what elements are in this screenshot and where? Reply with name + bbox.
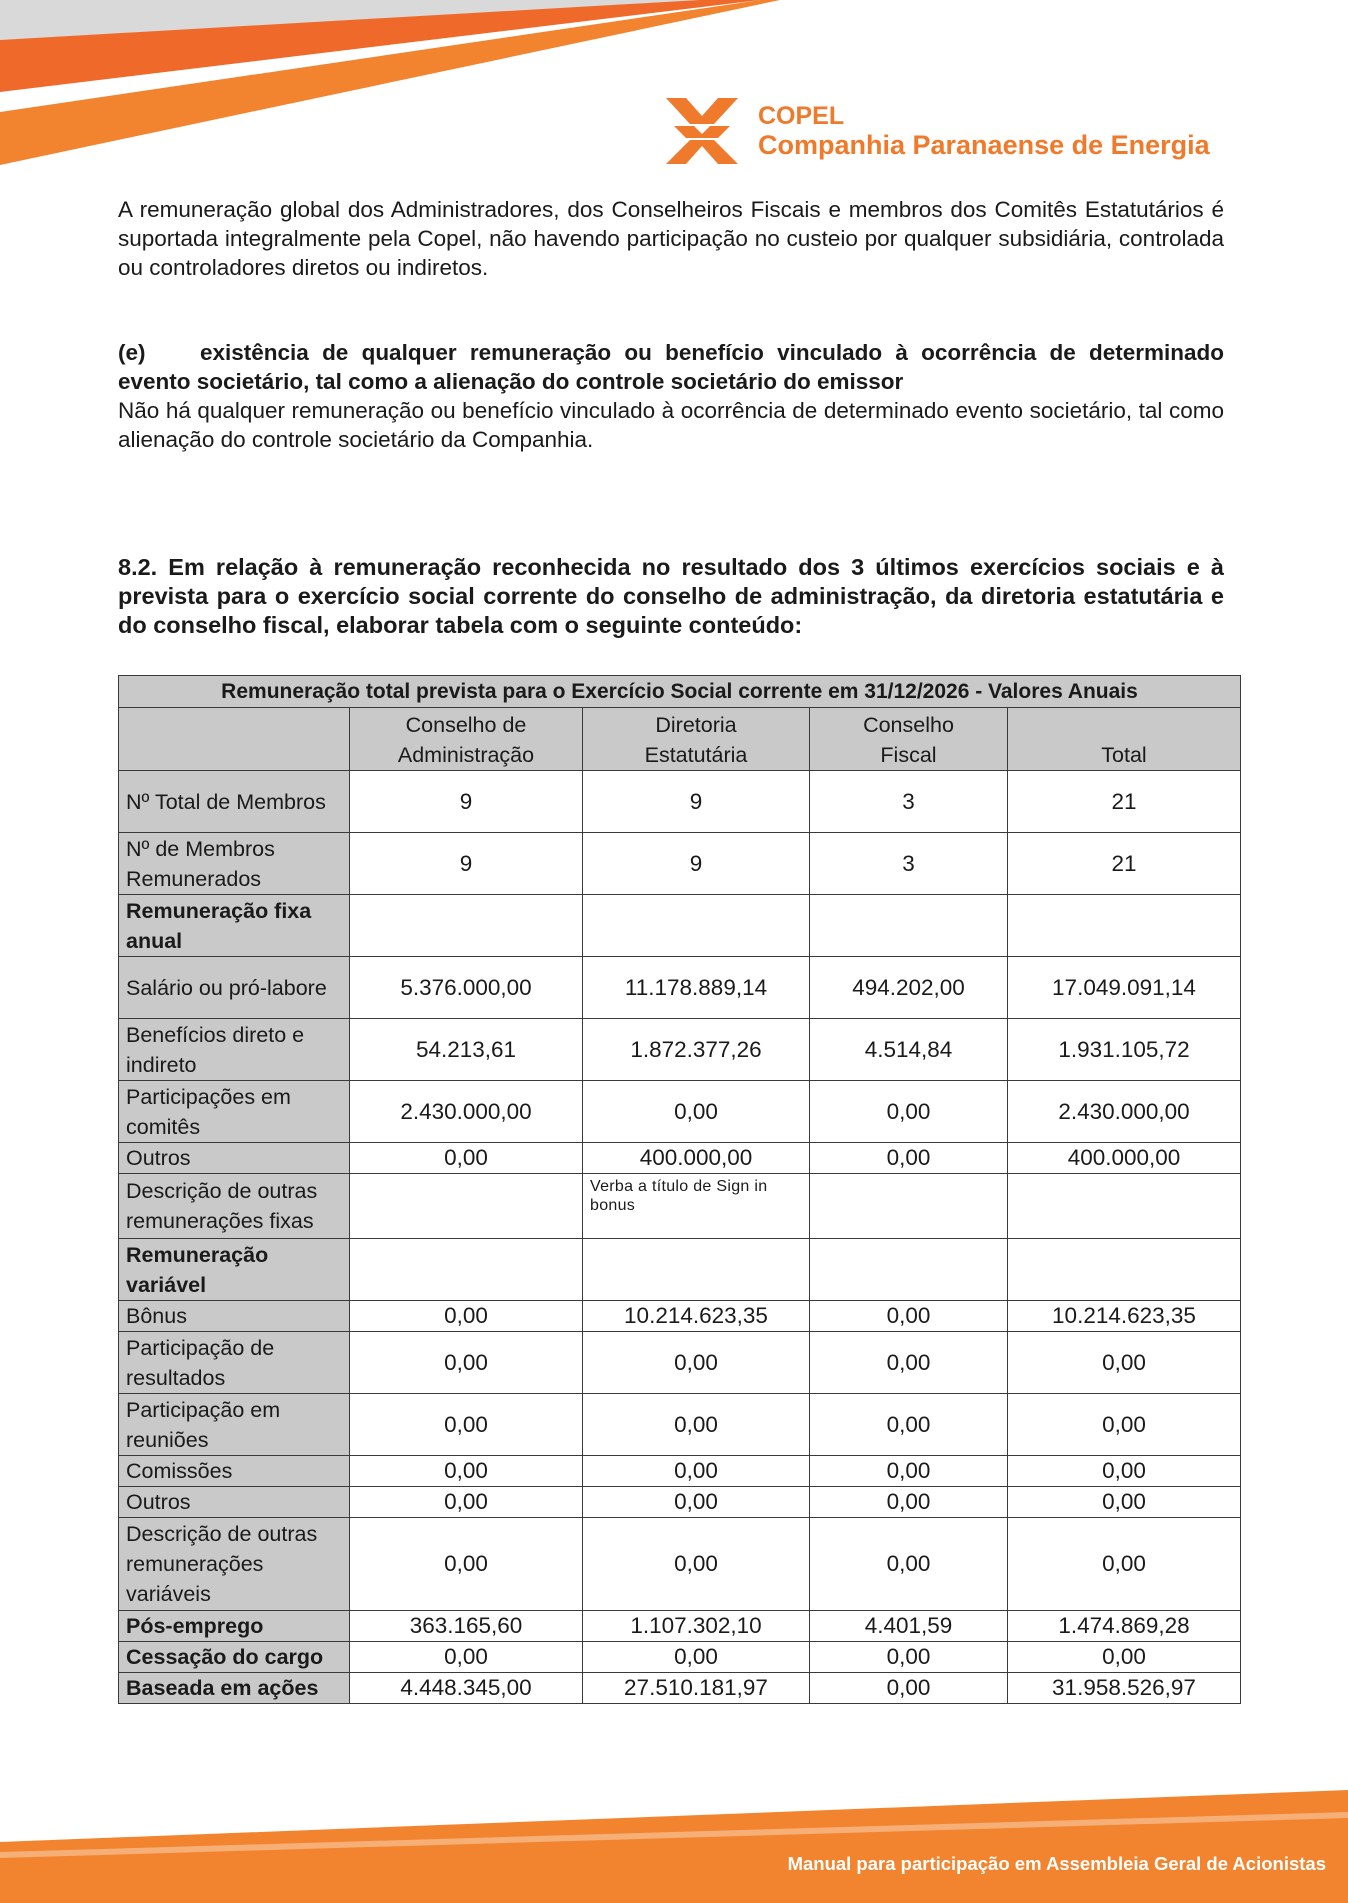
table-cell: 1.474.869,28 (1008, 1611, 1241, 1642)
table-row (119, 1239, 1241, 1301)
table-cell (350, 1174, 583, 1239)
table-cell: 0,00 (583, 1456, 810, 1487)
row-label: Participação em reuniões (119, 1394, 350, 1456)
table-cell: 400.000,00 (1008, 1143, 1241, 1174)
row-label: Pós-emprego (119, 1611, 350, 1642)
table-cell (350, 1239, 583, 1301)
table-cell: 0,00 (810, 1143, 1008, 1174)
table-cell: 0,00 (1008, 1642, 1241, 1673)
table-cell: 0,00 (350, 1642, 583, 1673)
table-cell: 0,00 (583, 1518, 810, 1611)
copel-logo (664, 96, 1210, 166)
table-cell: 10.214.623,35 (1008, 1301, 1241, 1332)
table-cell: 0,00 (350, 1394, 583, 1456)
table-row (119, 1143, 1241, 1174)
footer-text: Manual para participação em Assembleia Geral de Acionistas (787, 1853, 1326, 1874)
table-cell: 21 (1008, 833, 1241, 895)
table-cell: 11.178.889,14 (583, 957, 810, 1019)
table-cell: 0,00 (810, 1394, 1008, 1456)
row-label: Descrição de outras remunerações variáveis (119, 1518, 350, 1611)
table-cell: 17.049.091,14 (1008, 957, 1241, 1019)
table-cell: 0,00 (583, 1332, 810, 1394)
table-cell (583, 895, 810, 957)
section-e-marker: (e) (118, 340, 146, 365)
table-cell: 54.213,61 (350, 1019, 583, 1081)
table-cell: 0,00 (810, 1456, 1008, 1487)
brand-name: COPEL (758, 102, 845, 130)
table-cell: 0,00 (1008, 1332, 1241, 1394)
table-cell: 0,00 (350, 1487, 583, 1518)
table-row (119, 1081, 1241, 1143)
table-cell: 0,00 (810, 1081, 1008, 1143)
column-header: Conselho Fiscal (810, 708, 1008, 771)
table-cell: 363.165,60 (350, 1611, 583, 1642)
table-cell: 2.430.000,00 (1008, 1081, 1241, 1143)
table-row (119, 1642, 1241, 1673)
table-cell: 4.514,84 (810, 1019, 1008, 1081)
section-e-title: existência de qualquer remuneração ou benefício vinculado à ocorrência de determinado evento societário, tal como a alienação do controle societário do emissor (118, 340, 1224, 394)
table-cell: 1.107.302,10 (583, 1611, 810, 1642)
column-header-empty (119, 708, 350, 771)
table-row (119, 1487, 1241, 1518)
table-cell: 0,00 (1008, 1456, 1241, 1487)
table-cell: 5.376.000,00 (350, 957, 583, 1019)
table-cell: 0,00 (810, 1487, 1008, 1518)
table-row (119, 1332, 1241, 1394)
table-cell: 4.448.345,00 (350, 1673, 583, 1704)
table-cell: 1.872.377,26 (583, 1019, 810, 1081)
remuneration-table (118, 675, 1241, 1704)
row-label: Nº Total de Membros (119, 771, 350, 833)
table-cell: 0,00 (583, 1394, 810, 1456)
table-cell: 10.214.623,35 (583, 1301, 810, 1332)
row-label: Participação de resultados (119, 1332, 350, 1394)
table-cell: 0,00 (583, 1642, 810, 1673)
table-cell (350, 895, 583, 957)
table-row (119, 1394, 1241, 1456)
table-cell: 2.430.000,00 (350, 1081, 583, 1143)
table-cell: 0,00 (1008, 1394, 1241, 1456)
row-label: Remuneração fixa anual (119, 895, 350, 957)
table-cell: 9 (583, 833, 810, 895)
table-row (119, 1673, 1241, 1704)
table-note-cell: Verba a título de Sign in bonus (583, 1174, 810, 1239)
row-label: Remuneração variável (119, 1239, 350, 1301)
section-8-2-heading: 8.2. Em relação à remuneração reconhecida no resultado dos 3 últimos exercícios sociais e à prevista para o exercício social corrente do conselho de administração, da diretoria estatutária e do conselho fiscal, elaborar tabela com o seguinte conteúdo: (118, 554, 1224, 638)
table-cell: 3 (810, 833, 1008, 895)
row-label: Descrição de outras remunerações fixas (119, 1174, 350, 1239)
table-cell (1008, 1239, 1241, 1301)
table-cell: 0,00 (350, 1301, 583, 1332)
row-label: Cessação do cargo (119, 1642, 350, 1673)
table-cell: 0,00 (350, 1332, 583, 1394)
section-e-heading (118, 338, 1224, 396)
table-cell: 9 (350, 833, 583, 895)
table-cell: 0,00 (810, 1332, 1008, 1394)
row-label: Outros (119, 1487, 350, 1518)
row-label: Baseada em ações (119, 1673, 350, 1704)
table-cell: 9 (350, 771, 583, 833)
copel-logo-icon (664, 96, 740, 166)
table-cell (810, 895, 1008, 957)
table-cell: 0,00 (810, 1518, 1008, 1611)
table-cell (583, 1239, 810, 1301)
table-cell: 31.958.526,97 (1008, 1673, 1241, 1704)
table-cell: 0,00 (1008, 1518, 1241, 1611)
row-label: Bônus (119, 1301, 350, 1332)
table-cell: 0,00 (350, 1518, 583, 1611)
row-label: Outros (119, 1143, 350, 1174)
table-caption: Remuneração total prevista para o Exercício Social corrente em 31/12/2026 - Valores Anuais (119, 676, 1241, 708)
table-cell: 27.510.181,97 (583, 1673, 810, 1704)
column-header: Diretoria Estatutária (583, 708, 810, 771)
row-label: Participações em comitês (119, 1081, 350, 1143)
table-row (119, 1174, 1241, 1239)
table-cell: 400.000,00 (583, 1143, 810, 1174)
table-row (119, 1019, 1241, 1081)
table-cell: 0,00 (810, 1642, 1008, 1673)
table-cell: 0,00 (810, 1301, 1008, 1332)
table-cell: 494.202,00 (810, 957, 1008, 1019)
table-cell: 9 (583, 771, 810, 833)
table-cell: 0,00 (583, 1081, 810, 1143)
table-row (119, 895, 1241, 957)
table-cell (1008, 1174, 1241, 1239)
table-cell: 4.401,59 (810, 1611, 1008, 1642)
table-cell: 0,00 (1008, 1487, 1241, 1518)
column-header: Total (1008, 708, 1241, 771)
row-label: Benefícios direto e indireto (119, 1019, 350, 1081)
row-label: Comissões (119, 1456, 350, 1487)
footer-decoration (0, 1790, 1348, 1903)
table-row (119, 833, 1241, 895)
table-cell: 21 (1008, 771, 1241, 833)
table-row (119, 1611, 1241, 1642)
intro-paragraph: A remuneração global dos Administradores, dos Conselheiros Fiscais e membros dos Comitês Estatutários é suportada integralmente pela Copel, não havendo participação no custeio por qualquer subsidiária, controlada ou controladores diretos ou indiretos. (118, 197, 1224, 280)
table-cell: 0,00 (350, 1456, 583, 1487)
column-header: Conselho de Administração (350, 708, 583, 771)
table-cell (810, 1174, 1008, 1239)
table-cell: 3 (810, 771, 1008, 833)
table-cell: 0,00 (350, 1143, 583, 1174)
table-row (119, 957, 1241, 1019)
brand-full-name: Companhia Paranaense de Energia (758, 130, 1210, 160)
table-row (119, 1456, 1241, 1487)
table-row (119, 771, 1241, 833)
table-cell (810, 1239, 1008, 1301)
table-row (119, 1518, 1241, 1611)
table-cell (1008, 895, 1241, 957)
row-label: Salário ou pró-labore (119, 957, 350, 1019)
table-cell: 0,00 (583, 1487, 810, 1518)
row-label: Nº de Membros Remunerados (119, 833, 350, 895)
table-row (119, 1301, 1241, 1332)
table-cell: 0,00 (810, 1673, 1008, 1704)
section-e-body: Não há qualquer remuneração ou benefício vinculado à ocorrência de determinado evento societário, tal como alienação do controle societário da Companhia. (118, 398, 1224, 452)
table-cell: 1.931.105,72 (1008, 1019, 1241, 1081)
